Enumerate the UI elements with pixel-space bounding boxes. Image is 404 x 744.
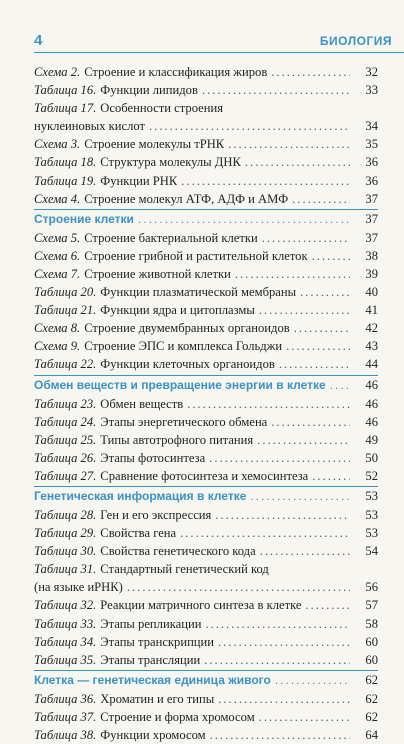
entry-page-number: 34 [365,119,378,134]
toc-entry [34,395,378,413]
entry-title: Строение грибной и растительной клеток [84,248,308,263]
leader-dots [180,524,350,542]
leader-dots [218,633,350,651]
toc-entry [34,337,378,355]
toc-entry [34,651,378,669]
toc-section-heading [34,670,378,690]
entry-kind: Таблица 25. [34,432,97,447]
entry-title: (на языке иРНК) [34,580,123,595]
leader-dots [209,449,350,467]
section-title: Строение клетки [34,211,134,226]
entry-page-number: 50 [365,450,378,465]
entry-title: Строение бактериальной клетки [84,230,258,245]
leader-dots [262,229,350,247]
entry-title: Строение и классификация жиров [84,65,268,79]
toc-section-heading [34,209,378,229]
leader-dots [286,337,350,355]
toc-entry [34,247,378,265]
entry-title: Функции РНК [100,173,178,188]
toc-entry [34,560,378,578]
entry-title: Функции плазматической мембраны [100,285,297,300]
section-page-number: 46 [365,377,378,392]
section-page-number: 53 [365,488,378,503]
entry-title: Функции липидов [100,83,198,98]
entry-kind: Таблица 22. [34,357,97,372]
leader-dots [205,615,350,633]
leader-dots [312,247,350,265]
entry-page-number: 41 [365,303,378,318]
entry-title: Свойства генетического кода [100,544,256,559]
entry-title: Свойства гена [100,526,177,541]
entry-page-number: 33 [365,83,378,98]
entry-kind: Таблица 19. [34,173,97,188]
entry-page-number: 46 [365,396,378,411]
entry-kind: Схема 8. [34,321,81,336]
entry-page-number: 60 [365,652,378,667]
entry-page-number: 54 [365,544,378,559]
toc-entry [34,81,378,99]
entry-kind: Таблица 37. [34,709,97,724]
entry-title: Стандартный генетический код [100,562,269,577]
toc-entry [34,229,378,247]
entry-kind: Схема 2. [34,65,81,79]
toc-entry [34,99,378,117]
leader-dots [257,431,350,449]
toc-entry [34,467,378,485]
leader-dots [210,726,350,744]
entry-kind: Схема 7. [34,266,81,281]
entry-page-number: 42 [365,321,378,336]
entry-title: Функции хромосом [100,728,206,742]
leader-dots [228,135,350,153]
entry-title: Этапы трансляции [100,652,201,667]
entry-title: Функции ядра и цитоплазмы [100,303,255,318]
entry-title: Этапы энергетического обмена [100,414,268,429]
leader-dots [271,413,350,431]
entry-page-number: 37 [365,191,378,206]
toc-entry [34,153,378,171]
leader-dots [245,153,350,171]
leader-dots [275,671,350,690]
toc-section-heading [34,375,378,395]
leader-dots [202,81,350,99]
entry-page-number: 49 [365,432,378,447]
leader-dots [260,542,350,560]
leader-dots [235,265,350,283]
leader-dots [149,117,350,135]
entry-title: Строение и форма хромосом [100,709,255,724]
entry-kind: Таблица 27. [34,468,97,483]
entry-title: Строение двумембранных органоидов [84,321,290,336]
entry-page-number: 62 [365,709,378,724]
leader-dots [250,487,350,506]
toc-entry [34,633,378,651]
leader-dots [259,301,350,319]
leader-dots [204,651,350,669]
toc-entry [34,449,378,467]
entry-page-number: 37 [365,230,378,245]
entry-page-number: 58 [365,616,378,631]
header-rule [34,52,404,53]
entry-title: Строение животной клетки [84,266,231,281]
leader-dots [330,376,350,395]
toc-entry [34,283,378,301]
entry-kind: Таблица 24. [34,414,97,429]
entry-page-number: 52 [365,468,378,483]
entry-title: Типы автотрофного питания [100,432,254,447]
entry-page-number: 46 [365,414,378,429]
entry-kind: Схема 3. [34,137,81,152]
entry-kind: Таблица 26. [34,450,97,465]
entry-kind: Схема 5. [34,230,81,245]
toc-entry [34,117,378,135]
section-page-number: 62 [365,672,378,687]
page-number: 4 [34,32,43,49]
entry-title: Этапы транскрипции [100,634,215,649]
leader-dots [279,355,350,373]
section-title: Генетическая информация в клетке [34,488,247,503]
toc-entry [34,615,378,633]
toc-entry [34,431,378,449]
section-page-number: 37 [365,211,378,226]
leader-dots [292,190,350,208]
entry-page-number: 53 [365,507,378,522]
leader-dots [300,283,350,301]
entry-kind: Таблица 18. [34,155,97,170]
entry-title: Ген и его экспрессия [100,507,212,522]
section-title: Обмен веществ и превращение энергии в клетке [34,377,326,392]
entry-kind: Таблица 32. [34,598,97,613]
entry-title: Хроматин и его типы [100,691,215,706]
leader-dots [218,690,350,708]
section-title: Клетка — генетическая единица живого [34,672,271,687]
toc-entry [34,135,378,153]
entry-page-number: 43 [365,339,378,354]
entry-title: Обмен веществ [100,396,184,411]
entry-page-number: 35 [365,137,378,152]
entry-kind: Таблица 36. [34,691,97,706]
entry-page-number: 53 [365,526,378,541]
toc-entry [34,413,378,431]
toc-entry [34,690,378,708]
entry-title: Строение ЭПС и комплекса Гольджи [84,339,283,354]
entry-kind: Таблица 34. [34,634,97,649]
entry-kind: Таблица 21. [34,303,97,318]
entry-title: Сравнение фотосинтеза и хемосинтеза [100,468,309,483]
leader-dots [305,596,350,614]
entry-title: Функции клеточных органоидов [100,357,275,372]
entry-kind: Таблица 30. [34,544,97,559]
entry-kind: Схема 6. [34,248,81,263]
entry-kind: Таблица 16. [34,83,97,98]
toc-entry [34,542,378,560]
toc-entry [34,355,378,373]
toc-entry [34,319,378,337]
entry-kind: Таблица 20. [34,285,97,300]
entry-page-number: 44 [365,357,378,372]
entry-kind: Таблица 38. [34,728,97,742]
entry-kind: Схема 4. [34,191,81,206]
entry-page-number: 62 [365,691,378,706]
entry-kind: Таблица 29. [34,526,97,541]
page-header [0,0,404,48]
leader-dots [187,395,350,413]
toc-entry [34,596,378,614]
entry-title: нуклеиновых кислот [34,119,146,134]
entry-kind: Таблица 31. [34,562,97,577]
entry-kind: Таблица 33. [34,616,97,631]
entry-title: Этапы фотосинтеза [100,450,206,465]
entry-page-number: 36 [365,155,378,170]
entry-kind: Таблица 17. [34,101,97,116]
toc-entry [34,265,378,283]
entry-title: Строение молекул АТФ, АДФ и АМФ [84,191,289,206]
entry-kind: Схема 9. [34,339,81,354]
entry-page-number: 56 [365,580,378,595]
toc-entry [34,301,378,319]
entry-page-number: 32 [365,65,378,79]
leader-dots [294,319,350,337]
entry-page-number: 60 [365,634,378,649]
entry-page-number: 39 [365,266,378,281]
entry-title: Этапы репликации [100,616,202,631]
toc-entry [34,190,378,208]
leader-dots [181,172,350,190]
leader-dots [215,506,350,524]
entry-page-number: 64 [365,728,378,742]
entry-kind: Таблица 23. [34,396,97,411]
leader-dots [259,708,350,726]
leader-dots [127,578,350,596]
toc-entry [34,506,378,524]
entry-page-number: 40 [365,285,378,300]
toc-entry [34,578,378,596]
toc-entry [34,524,378,542]
toc-entry [34,708,378,726]
table-of-contents [34,63,378,744]
entry-page-number: 36 [365,173,378,188]
entry-kind: Таблица 28. [34,507,97,522]
toc-entry [34,726,378,744]
entry-title: Структура молекулы ДНК [100,155,241,170]
leader-dots [312,467,350,485]
toc-entry [34,63,378,81]
entry-title: Реакции матричного синтеза в клетке [100,598,302,613]
toc-section-heading [34,486,378,506]
subject-title: БИОЛОГИЯ [319,34,392,48]
entry-title: Особенности строения [100,101,224,116]
entry-page-number: 38 [365,248,378,263]
entry-kind: Таблица 35. [34,652,97,667]
leader-dots [138,210,350,229]
leader-dots [271,63,350,81]
entry-title: Строение молекулы тРНК [84,137,225,152]
entry-page-number: 57 [365,598,378,613]
toc-entry [34,172,378,190]
